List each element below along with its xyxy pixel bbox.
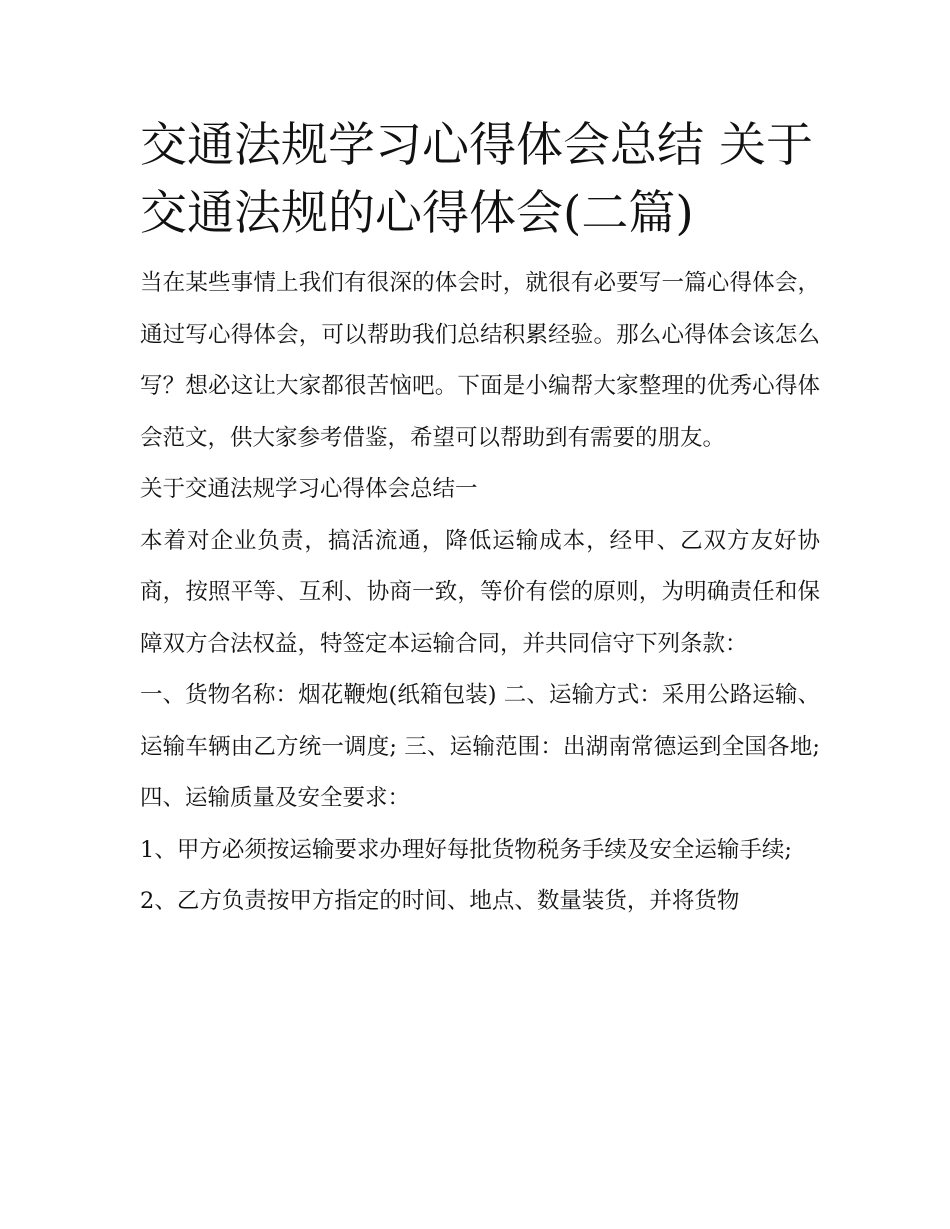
contract-preamble-paragraph: 本着对企业负责，搞活流通，降低运输成本，经甲、乙双方友好协商，按照平等、互利、协商一致，等价有偿的原则，为明确责任和保障双方合法权益，特签定本运输合同，并共同信守下列条款： xyxy=(140,527,820,657)
clause-1-paragraph: 1、甲方必须按运输要求办理好每批货物税务手续及安全运输手续; xyxy=(140,836,792,863)
clause-2-paragraph: 2、乙方负责按甲方指定的时间、地点、数量装货，并将货物 xyxy=(140,888,740,914)
contract-terms-paragraph: 一、货物名称：烟花鞭炮(纸箱包装) 二、运输方式：采用公路运输、运输车辆由乙方统一调度; 三、运输范围：出湖南常德运到全国各地; 四、运输质量及安全要求： xyxy=(140,682,820,811)
section-heading: 关于交通法规学习心得体会总结一 xyxy=(140,476,478,502)
document-content xyxy=(140,112,820,928)
document-title: 交通法规学习心得体会总结 关于交通法规的心得体会(二篇) xyxy=(140,118,813,241)
document-body xyxy=(140,258,820,928)
intro-paragraph: 当在某些事情上我们有很深的体会时，就很有必要写一篇心得体会，通过写心得体会，可以帮助我们总结积累经验。那么心得体会该怎么写？想必这让大家都很苦恼吧。下面是小编帮大家整理的优秀心得体会范文，供大家参考借鉴，希望可以帮助到有需要的朋友。 xyxy=(140,270,820,451)
